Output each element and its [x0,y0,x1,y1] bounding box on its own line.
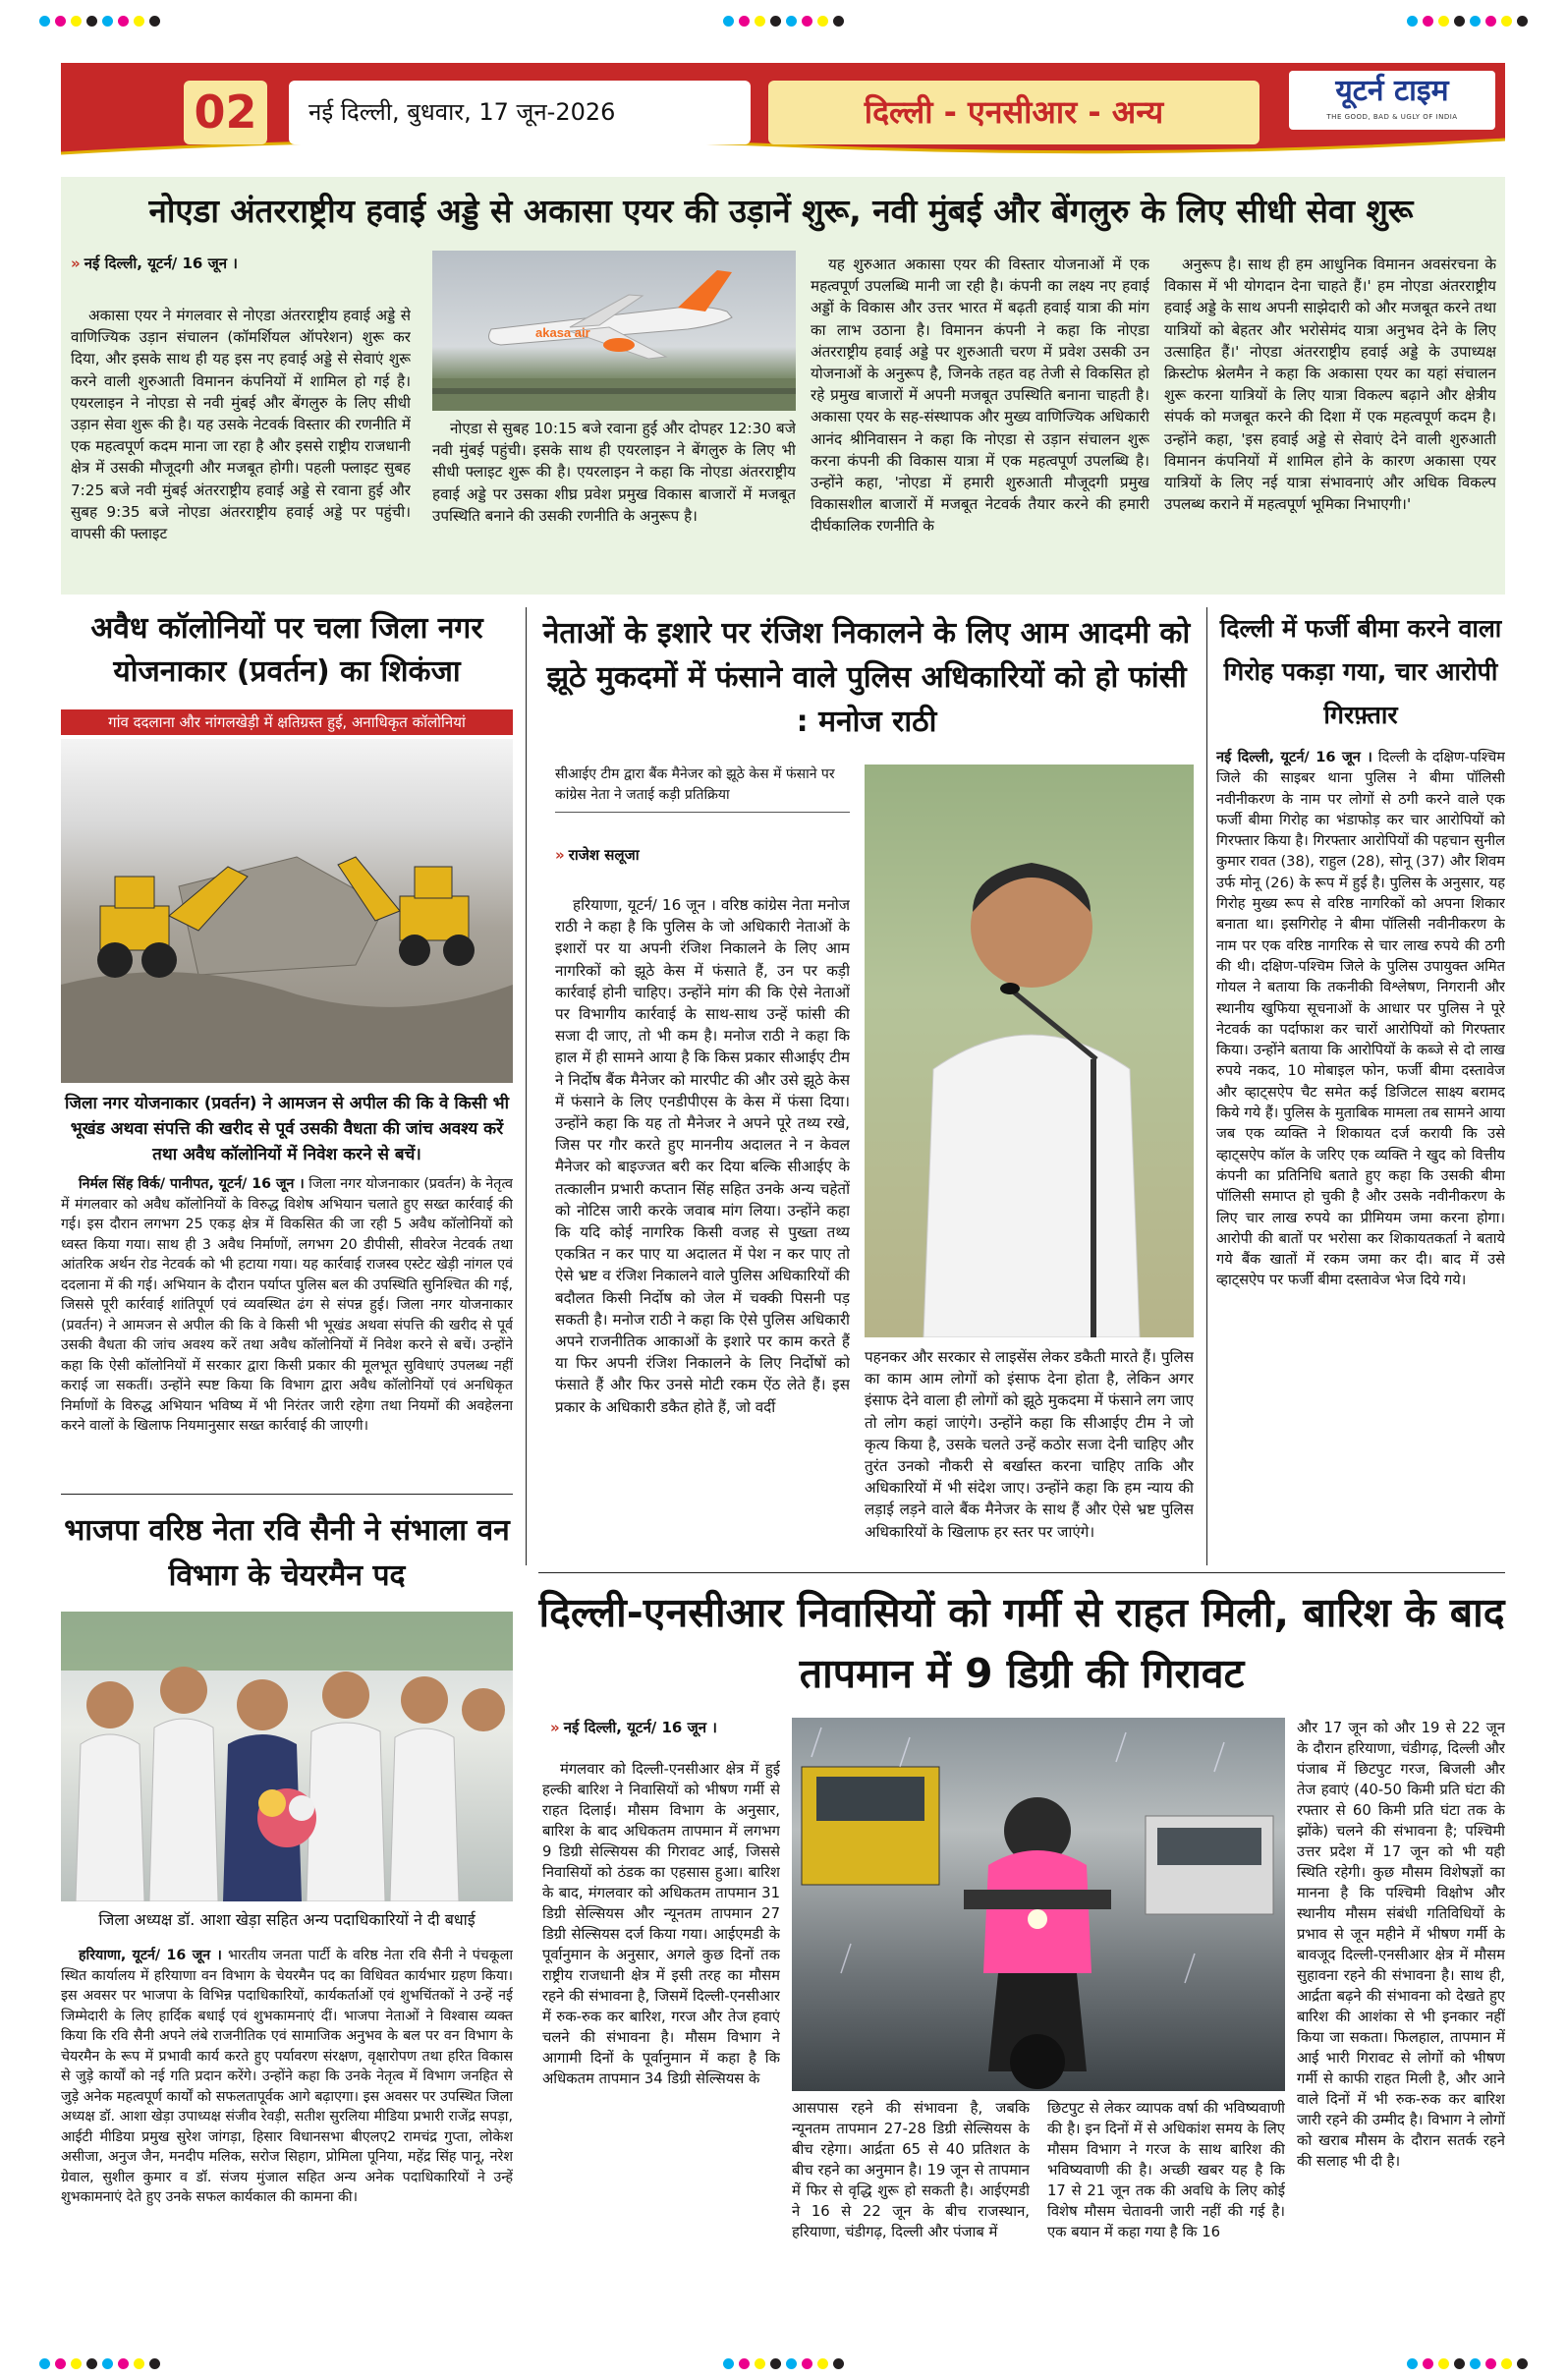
logo-tagline: THE GOOD, BAD & UGLY OF INDIA [1326,113,1458,121]
rathi-byline: » राजेश सलूजा [555,846,640,864]
people-group-icon [61,1612,513,1901]
column-rule-2 [1206,607,1207,1565]
registration-marks-bottom [0,2351,1567,2376]
rain-traffic-photo [792,1718,1285,2091]
rain-col-2: आसपास रहने की संभावना है, जबकि न्यूनतम तापमान 27-28 डिग्री सेल्सियस के बीच रहेगा। आर्द्रता 65 से 40 प्रतिशत के बीच रहने का अनुमान है। 19 जून से तापमान में फिर से वृद्धि शुरू हो सकती है। आईएमडी ने 16 से 22 जून के बीच राजस्थान, हरियाणा, चंडीगढ़, दिल्ली और पंजाब में [792,2100,1030,2240]
rain-dateline: » नई दिल्ली, यूटर्न/ 16 जून । [550,1719,717,1736]
colonies-body: निर्मल सिंह विर्क/ पानीपत, यूटर्न/ 16 जून । जिला नगर योजनाकार (प्रवर्तन) के नेतृत्व में मंगलवार को अवैध कॉलोनियों के विरुद्ध विशेष अभियान चलाते हुए सख्त कार्रवाई की गई। इस दौरान लगभग 25 एकड़ क्षेत्र में विकसित की जा रही 5 अवैध कॉलोनियों को ध्वस्त किया गया। साथ ही 3 अवैध निर्माणों, लगभग 20 डीपीसी, सीवरेज नेटवर्क तथा आंतरिक अर्थन रोड नेटवर्क को भी हटाया गया। यह कार्रवाई राजस्व एस्टेट खेड़ी नांगल एवं ददलाना में की गई। अभियान के दौरान पर्याप्त पुलिस बल की उपस्थिति सुनिश्चित की गई, जिससे पूरी कार्रवाई शांतिपूर्ण एवं व्यवस्थित ढंग से संपन्न हुई। जिला नगर योजनाकार (प्रवर्तन) ने आमजन से अपील की कि वे किसी भी भूखंड अथवा संपत्ति की खरीद से पूर्व उसकी वैधता की जांच अवश्य करें तथा अवैध कॉलोनियों में निवेश करने से बचें। उन्होंने कहा कि ऐसी कॉलोनियों में सरकार द्वारा किसी प्रकार की मूलभूत सुविधाएं उपलब्ध नहीं कराई जा सकतीं। उन्होंने स्पष्ट किया कि विभाग द्वारा अवैध कॉलोनियों एवं अनधिकृत निर्माणों के विरुद्ध अभियान भविष्य में भी निरंतर जारी रहेगा तथा नियमों की अवहेलना करने वालों के खिलाफ नियमानुसार सख्त कार्रवाई की जाएगी। [61,1176,513,1434]
rain-col-4: और 17 जून को और 19 से 22 जून के दौरान हरियाणा, चंडीगढ़, दिल्ली और पंजाब में छिटपुट गरज, बिजली और तेज हवाएं (40-50 किमी प्रति घंटा की रफ्तार से 60 किमी प्रति घंटा तक के झोंके) चलने की संभावना है; पश्चिमी उत्तर प्रदेश में 17 जून को भी यही स्थिति रहेगी। कुछ मौसम विशेषज्ञों का मानना है कि पश्चिमी विक्षोभ और स्थानीय मौसम संबंधी गतिविधियों के प्रभाव से जून महीने में भीषण गर्मी के बावजूद दिल्ली-एनसीआर क्षेत्र में मौसम सुहावना रहने की संभावना है। साथ ही, आर्द्रता बढ़ने की संभावना को देखते हुए बारिश की आशंका से भी इनकार नहीं किया जा सकता। फिलहाल, तापमान में आई भारी गिरावट से लोगों को भीषण गर्मी से काफी राहत मिली है, और आने वाले दिनों में भी रुक-रुक कर बारिश जारी रहने की उम्मीद है। विभाग ने लोगों को खराब मौसम के दौरान सतर्क रहने की सलाह भी दी है। [1297,1720,1505,2170]
demolition-photo [61,739,513,1083]
rain-col-1: मंगलवार को दिल्ली-एनसीआर क्षेत्र में हुई हल्की बारिश ने निवासियों को भीषण गर्मी से राहत दिलाई। मौसम विभाग के अनुसार, बारिश के बाद अधिकतम तापमान में लगभग 9 डिग्री सेल्सियस की गिरावट आई, जिससे निवासियों को ठंडक का एहसास हुआ। बारिश के बाद, मंगलवार को अधिकतम तापमान 31 डिग्री सेल्सियस और न्यूनतम तापमान 27 डिग्री सेल्सियस दर्ज किया गया। आईएमडी के पूर्वानुमान के अनुसार, अगले कुछ दिनों तक राष्ट्रीय राजधानी क्षेत्र में इसी तरह का मौसम रहने की संभावना है, जिसमें दिल्ली-एनसीआर में रुक-रुक कर बारिश, गरज और तेज हवाएं चलने की संभावना है। मौसम विभाग ने आगामी दिनों के पूर्वानुमान में कहा है कि अधिकतम तापमान 34 डिग्री सेल्सियस के [542,1761,780,2087]
bulldozer-icon [61,739,513,1083]
colonies-dateline: निर्मल सिंह विर्क/ पानीपत, यूटर्न/ 16 जून । [79,1176,305,1192]
rain-headline: दिल्ली-एनसीआर निवासियों को गर्मी से राहत मिली, बारिश के बाद तापमान में 9 डिग्री की गिरावट [538,1589,1505,1697]
rathi-headline: नेताओं के इशारे पर रंजिश निकालने के लिए आम आदमी को झूठे मुकदमों में फंसाने वाले पुलिस अधिकारियों को हो फांसी : मनोज राठी [542,616,1191,739]
bjp-ceremony-photo [61,1612,513,1901]
logo-main: यूटर्न टाइम [1335,74,1449,108]
rathi-body-left: हरियाणा, यूटर्न/ 16 जून । वरिष्ठ कांग्रेस नेता मनोज राठी ने कहा है कि पुलिस के जो अधिकारी नेताओं के इशारों पर या अपनी रंजिश निकालने के लिए आम नागरिकों को झूठे केस में फंसाते हैं, उन पर कड़ी कार्रवाई होनी चाहिए। उन्होंने मांग की कि ऐसे नेताओं पर विभागीय कार्रवाई के साथ-साथ उन्हें फांसी की सजा दी जाए, तो भी कम है। मनोज राठी ने कहा कि हाल में ही सामने आया है कि किस प्रकार सीआईए टीम ने निर्दोष बैंक मैनेजर को मारपीट की और उसे झूठे केस में फंसाने के लिए एनडीपीएस के केस में फंसा दिया। उन्होंने कहा कि यह तो मैनेजर ने अपने पूरे तथ्य रखे, जिस पर गौर करते हुए माननीय अदालत ने न केवल मैनेजर को बाइज्जत बरी कर दिया बल्कि सीआईए के तत्कालीन प्रभारी कप्तान सिंह सहित उनके अन्य चहेतों को नोटिस जारी करके जवाब मांग लिया। उन्होंने कहा कि यदि कोई नागरिक किसी वजह से पुख्ता तथ्य एकत्रित न कर पाए या अदालत में पेश न कर पाए तो ऐसे भ्रष्ट व रंजिश निकालने वाले पुलिस अधिकारियों की बदौलत किसी निर्दोष को जेल में चक्की पिसनी पड़ सकती है। मनोज राठी ने कहा कि ऐसे पुलिस अधिकारी अपने राजनीतिक आकाओं के इशारे पर काम करते हैं या फिर अपनी रंजिश निकालने के लिए निर्दोषों को फंसाते हैं और फिर उनसे मोटी रकम ऐंठ लेते हैं। इस प्रकार के अधिकारी डकैत होते हैं, जो वर्दी [555,896,850,1416]
airplane-icon [432,251,796,411]
manoj-rathi-photo [865,765,1194,1337]
rathi-subhead: सीआईए टीम द्वारा बैंक मैनेजर को झूठे केस में फंसाने पर कांग्रेस नेता ने जताई कड़ी प्रतिक्रिया [555,765,850,813]
colonies-headline: अवैध कॉलोनियों पर चला जिला नगर योजनाकार (प्रवर्तन) का शिकंजा [90,611,483,689]
lead-headline: नोएडा अंतरराष्ट्रीय हवाई अड्डे से अकासा एयर की उड़ानें शुरू, नवी मुंबई और बेंगलुरु के लिए सीधी सेवा शुरू [148,192,1414,230]
insurance-body: नई दिल्ली, यूटर्न/ 16 जून । दिल्ली के दक्षिण-पश्चिम जिले की साइबर थाना पुलिस ने बीमा पॉलिसी नवीनीकरण के नाम पर लोगों से ठगी करने वाले एक फर्जी बीमा गिरोह का भंडाफोड़ कर चार आरोपियों को गिरफ्तार किया है। गिरफ्तार आरोपियों की पहचान सुनील कुमार रावत (38), राहुल (28), सोनू (37) और शिवम उर्फ मोनू (26) के रूप में हुई है। पुलिस के अनुसार, यह गिरोह मुख्य रूप से वरिष्ठ नागरिकों को अपना शिकार बनाता था। इसगिरोह ने बीमा पॉलिसी नवीनीकरण के नाम पर एक वरिष्ठ नागरिक से चार लाख रुपये की ठगी की थी। दक्षिण-पश्चिम जिले के पुलिस उपायुक्त अमित गोयल ने बताया कि तकनीकी विश्लेषण, निगरानी और स्थानीय खुफिया सूचनाओं के आधार पर पुलिस ने पूरे नेटवर्क का पर्दाफाश कर चारों आरोपियों को गिरफ्तार किया। उन्होंने बताया कि आरोपियों के कब्जे से दो लाख रुपये नकद, 10 मोबाइल फोन, फर्जी बीमा दस्तावेज और व्हाट्सऐप चैट समेत कई डिजिटल साक्ष्य बरामद किये गये हैं। पुलिस के मुताबिक मामला तब सामने आया जब एक व्यक्ति ने शिकायत दर्ज करायी कि उसे व्हाट्सऐप कॉल के जरिए एक व्यक्ति ने खुद को वित्तीय कंपनी का प्रतिनिधि बताते हुए कहा कि उसकी बीमा पॉलिसी समाप्त हो चुकी है और उसके नवीनीकरण के लिए चार लाख रुपये का प्रीमियम जमा करना होगा। आरोपी की बातों पर भरोसा कर शिकायतकर्ता ने बताये गये बैंक खातों में रकम जमा कर दी। बाद में उसे व्हाट्सऐप पर फर्जी बीमा दस्तावेज भेज दिये गये। [1216,749,1505,1289]
section-title: दिल्ली - एनसीआर - अन्य [768,81,1259,144]
colonies-photo-caption: जिला नगर योजनाकार (प्रवर्तन) ने आमजन से अपील की कि वे किसी भी भूखंड अथवा संपत्ति की खरीद से पूर्व उसकी वैधता की जांच अवश्य करें तथा अवैध कॉलोनियों में निवेश करने से बचें। [64,1094,509,1164]
lead-col-1: अकासा एयर ने मंगलवार से नोएडा अंतरराष्ट्रीय हवाई अड्डे से वाणिज्यिक उड़ान संचालन (कॉमर्शियल ऑपरेशन) शुरू कर दिया, और इसके साथ ही यह इस नए हवाई अड्डे से सेवाएं शुरू करने वाली शुरुआती विमानन कंपनियों में शामिल हो गई है। एयरलाइन ने नोएडा से नवी मुंबई और बेंगलुरु के लिए सीधी उड़ान सेवा शुरू की है। यह उसके नेटवर्क विस्तार की रणनीति में एक महत्वपूर्ण कदम माना जा रहा है और इससे राष्ट्रीय राजधानी क्षेत्र में उसकी मौजूदगी और मजबूत होगी। पहली फ्लाइट सुबह 7:25 बजे नवी मुंबई अंतरराष्ट्रीय हवाई अड्डे से रवाना हुई और सुबह 9:35 बजे नोएडा अंतरराष्ट्रीय हवाई अड्डे पर पहुंची। वापसी की फ्लाइट [71,307,411,543]
lead-dateline: » नई दिल्ली, यूटर्न/ 16 जून । [71,255,238,272]
edition-dateline: नई दिल्ली, बुधवार, 17 जून-2026 [289,81,751,144]
svg-text:akasa air: akasa air [535,325,590,340]
column-rule-1 [526,607,527,1565]
bjp-headline: भाजपा वरिष्ठ नेता रवि सैनी ने संभाला वन विभाग के चेयरमैन पद [64,1513,510,1593]
row-rule-left [61,1494,513,1495]
rathi-body-right: पहनकर और सरकार से लाइसेंस लेकर डकैती मारते हैं। पुलिस का काम आम लोगों को इंसाफ देना होता है, लेकिन अगर इंसाफ देने वाला ही लोगों को झूठे मुकदमा में फंसाने लग जाए तो लोग कहां जाएंगे। उन्होंने कहा कि सीआईए टीम ने जो कृत्य किया है, उसके चलते उन्हें कठोर सजा देनी चाहिए और तुरंत उनको नौकरी से बर्खास्त करना चाहिए ताकि और अधिकारियों में भी संदेश जाए। उन्होंने कहा कि हम न्याय की लड़ाई लड़ने वाले बैंक मैनेजर के साथ हैं और ऐसे भ्रष्ट पुलिस अधिकारियों के खिलाफ हर स्तर पर जाएंगे। [865,1348,1194,1541]
insurance-headline: दिल्ली में फर्जी बीमा करने वाला गिरोह पकड़ा गया, चार आरोपी गिरफ़्तार [1219,614,1502,729]
lead-col-3: यह शुरुआत अकासा एयर की विस्तार योजनाओं में एक महत्वपूर्ण उपलब्धि मानी जा रही है। कंपनी का लक्ष्य नए हवाई अड्डों के विकास और उत्तर भारत में बढ़ती हवाई यात्रा की मांग का लाभ उठाना है। विमानन कंपनी ने कहा कि नोएडा अंतरराष्ट्रीय हवाई अड्डे पर शुरुआती चरण में प्रवेश उसकी उन योजनाओं के अनुरूप है, जिनके तहत वह तेजी से विकसित हो रहे प्रमुख बाजारों में अपनी मजबूत उपस्थिति बनाना चाहती है। अकासा एयर के सह-संस्थापक और मुख्य वाणिज्यिक अधिकारी आनंद श्रीनिवासन ने कहा कि नोएडा से उड़ान संचालन शुरू करना कंपनी की विकास यात्रा में एक महत्वपूर्ण उपलब्धि है। उन्होंने कहा, 'नोएडा में हमारी शुरुआती मौजूदगी प्रमुख विकासशील बाजारों में मजबूत नेटवर्क तैयार करने की हमारी दीर्घकालिक रणनीति के [811,255,1149,536]
speaker-icon [865,765,1194,1337]
row-rule-right [538,1572,1505,1573]
akasa-aircraft-photo [432,251,796,411]
colonies-red-caption: गांव ददलाना और नांगलखेड़ी में क्षतिग्रस्त हुई, अनाधिकृत कॉलोनियां [61,709,513,735]
page-header [61,63,1505,161]
bjp-dateline: हरियाणा, यूटर्न/ 16 जून । [79,1948,222,1963]
page-number: 02 [184,81,267,144]
lead-col-2: नोएडा से सुबह 10:15 बजे रवाना हुई और दोपहर 12:30 बजे नवी मुंबई पहुंची। इसके साथ ही एयरलाइन ने बेंगलुरु के लिए भी सीधी फ्लाइट शुरू की है। एयरलाइन ने कहा कि नोएडा अंतरराष्ट्रीय हवाई अड्डे पर उसका शीघ्र प्रवेश प्रमुख विकास बाजारों में मजबूत उपस्थिति बनाने की उसकी रणनीति के अनुरूप है। [432,420,796,525]
rain-col-3: छिटपुट से लेकर व्यापक वर्षा की भविष्यवाणी की है। इन दिनों में से अधिकांश समय के लिए मौसम विभाग ने गरज के साथ बारिश की भविष्यवाणी की है। अच्छी खबर यह है कि 17 से 21 जून तक की अवधि के लिए कोई विशेष मौसम चेतावनी जारी नहीं की गई है। एक बयान में कहा गया है कि 16 [1047,2100,1285,2240]
registration-marks-top [0,8,1567,33]
bjp-photo-caption: जिला अध्यक्ष डॉ. आशा खेड़ा सहित अन्य पदाधिकारियों ने दी बधाई [98,1910,476,1929]
insurance-dateline: नई दिल्ली, यूटर्न/ 16 जून । [1216,749,1372,765]
newspaper-logo [1289,71,1495,130]
lead-col-4: अनुरूप है। साथ ही हम आधुनिक विमानन अवसंरचना के विकास में भी योगदान देना चाहते हैं।' हम नोएडा अंतरराष्ट्रीय हवाई अड्डे के साथ अपनी साझेदारी को और मजबूत करने तथा यात्रियों को बेहतर और भरोसेमंद यात्रा अनुभव देने के लिए उत्साहित हैं।' नोएडा अंतरराष्ट्रीय हवाई अड्डे के उपाध्यक्ष क्रिस्टोफ श्नेलमैन ने कहा कि अकासा एयर का यहां संचालन शुरू करना यात्रियों के लिए यात्रा विकल्प बढ़ाने और क्षेत्रीय संपर्क को मजबूत करने की दिशा में एक महत्वपूर्ण कदम है। उन्होंने कहा, 'इस हवाई अड्डे से सेवाएं देने वाली शुरुआती विमानन कंपनियों में शामिल होने के कारण अकासा एयर यात्रियों के लिए नई यात्रा संभावनाएं और अधिक विकल्प उपलब्ध कराने में महत्वपूर्ण भूमिका निभाएगी।' [1164,255,1496,514]
bjp-body: हरियाणा, यूटर्न/ 16 जून । भारतीय जनता पार्टी के वरिष्ठ नेता रवि सैनी ने पंचकूला स्थित कार्यालय में हरियाणा वन विभाग के चेयरमैन पद का विधिवत कार्यभार ग्रहण किया। इस अवसर पर भाजपा के विभिन्न पदाधिकारियों, कार्यकर्ताओं एवं शुभचिंतकों ने उन्हें नई जिम्मेदारी के लिए हार्दिक बधाई एवं शुभकामनाएं दीं। भाजपा नेताओं ने विश्वास व्यक्त किया कि रवि सैनी अपने लंबे राजनीतिक एवं सामाजिक अनुभव के बल पर वन विभाग के चेयरमैन के रूप में प्रभावी कार्य करते हुए पर्यावरण संरक्षण, वृक्षारोपण तथा हरित विकास से जुड़े कार्यों को नई गति प्रदान करेंगे। उन्होंने कहा कि उनके नेतृत्व में विभाग जनहित से जुड़े अनेक महत्वपूर्ण कार्यों को सफलतापूर्वक आगे बढ़ाएगा। इस अवसर पर उपस्थित जिला अध्यक्ष डॉ. आशा खेड़ा उपाध्यक्ष संजीव रेवड़ी, सतीश सुरलिया मीडिया प्रभारी राजेंद्र सपड़ा, आईटी मीडिया प्रमुख सुरेश जांगड़ा, हिसार विधानसभा बीएलए2 रामचंद्र गुप्ता, लोकेश असीजा, अनुज जैन, मनदीप मलिक, सरोज सिहाग, प्रोमिला पूनिया, महेंद्र सिंह पानू, नरेश ग्रेवाल, सुशील कुमार व डॉ. संजय मुंजाल सहित अन्य अनेक पदाधिकारियों ने उन्हें शुभकामनाएं देते हुए उनके सफल कार्यकाल की कामना की। [61,1948,513,2205]
motorcycle-rain-icon [792,1718,1285,2091]
